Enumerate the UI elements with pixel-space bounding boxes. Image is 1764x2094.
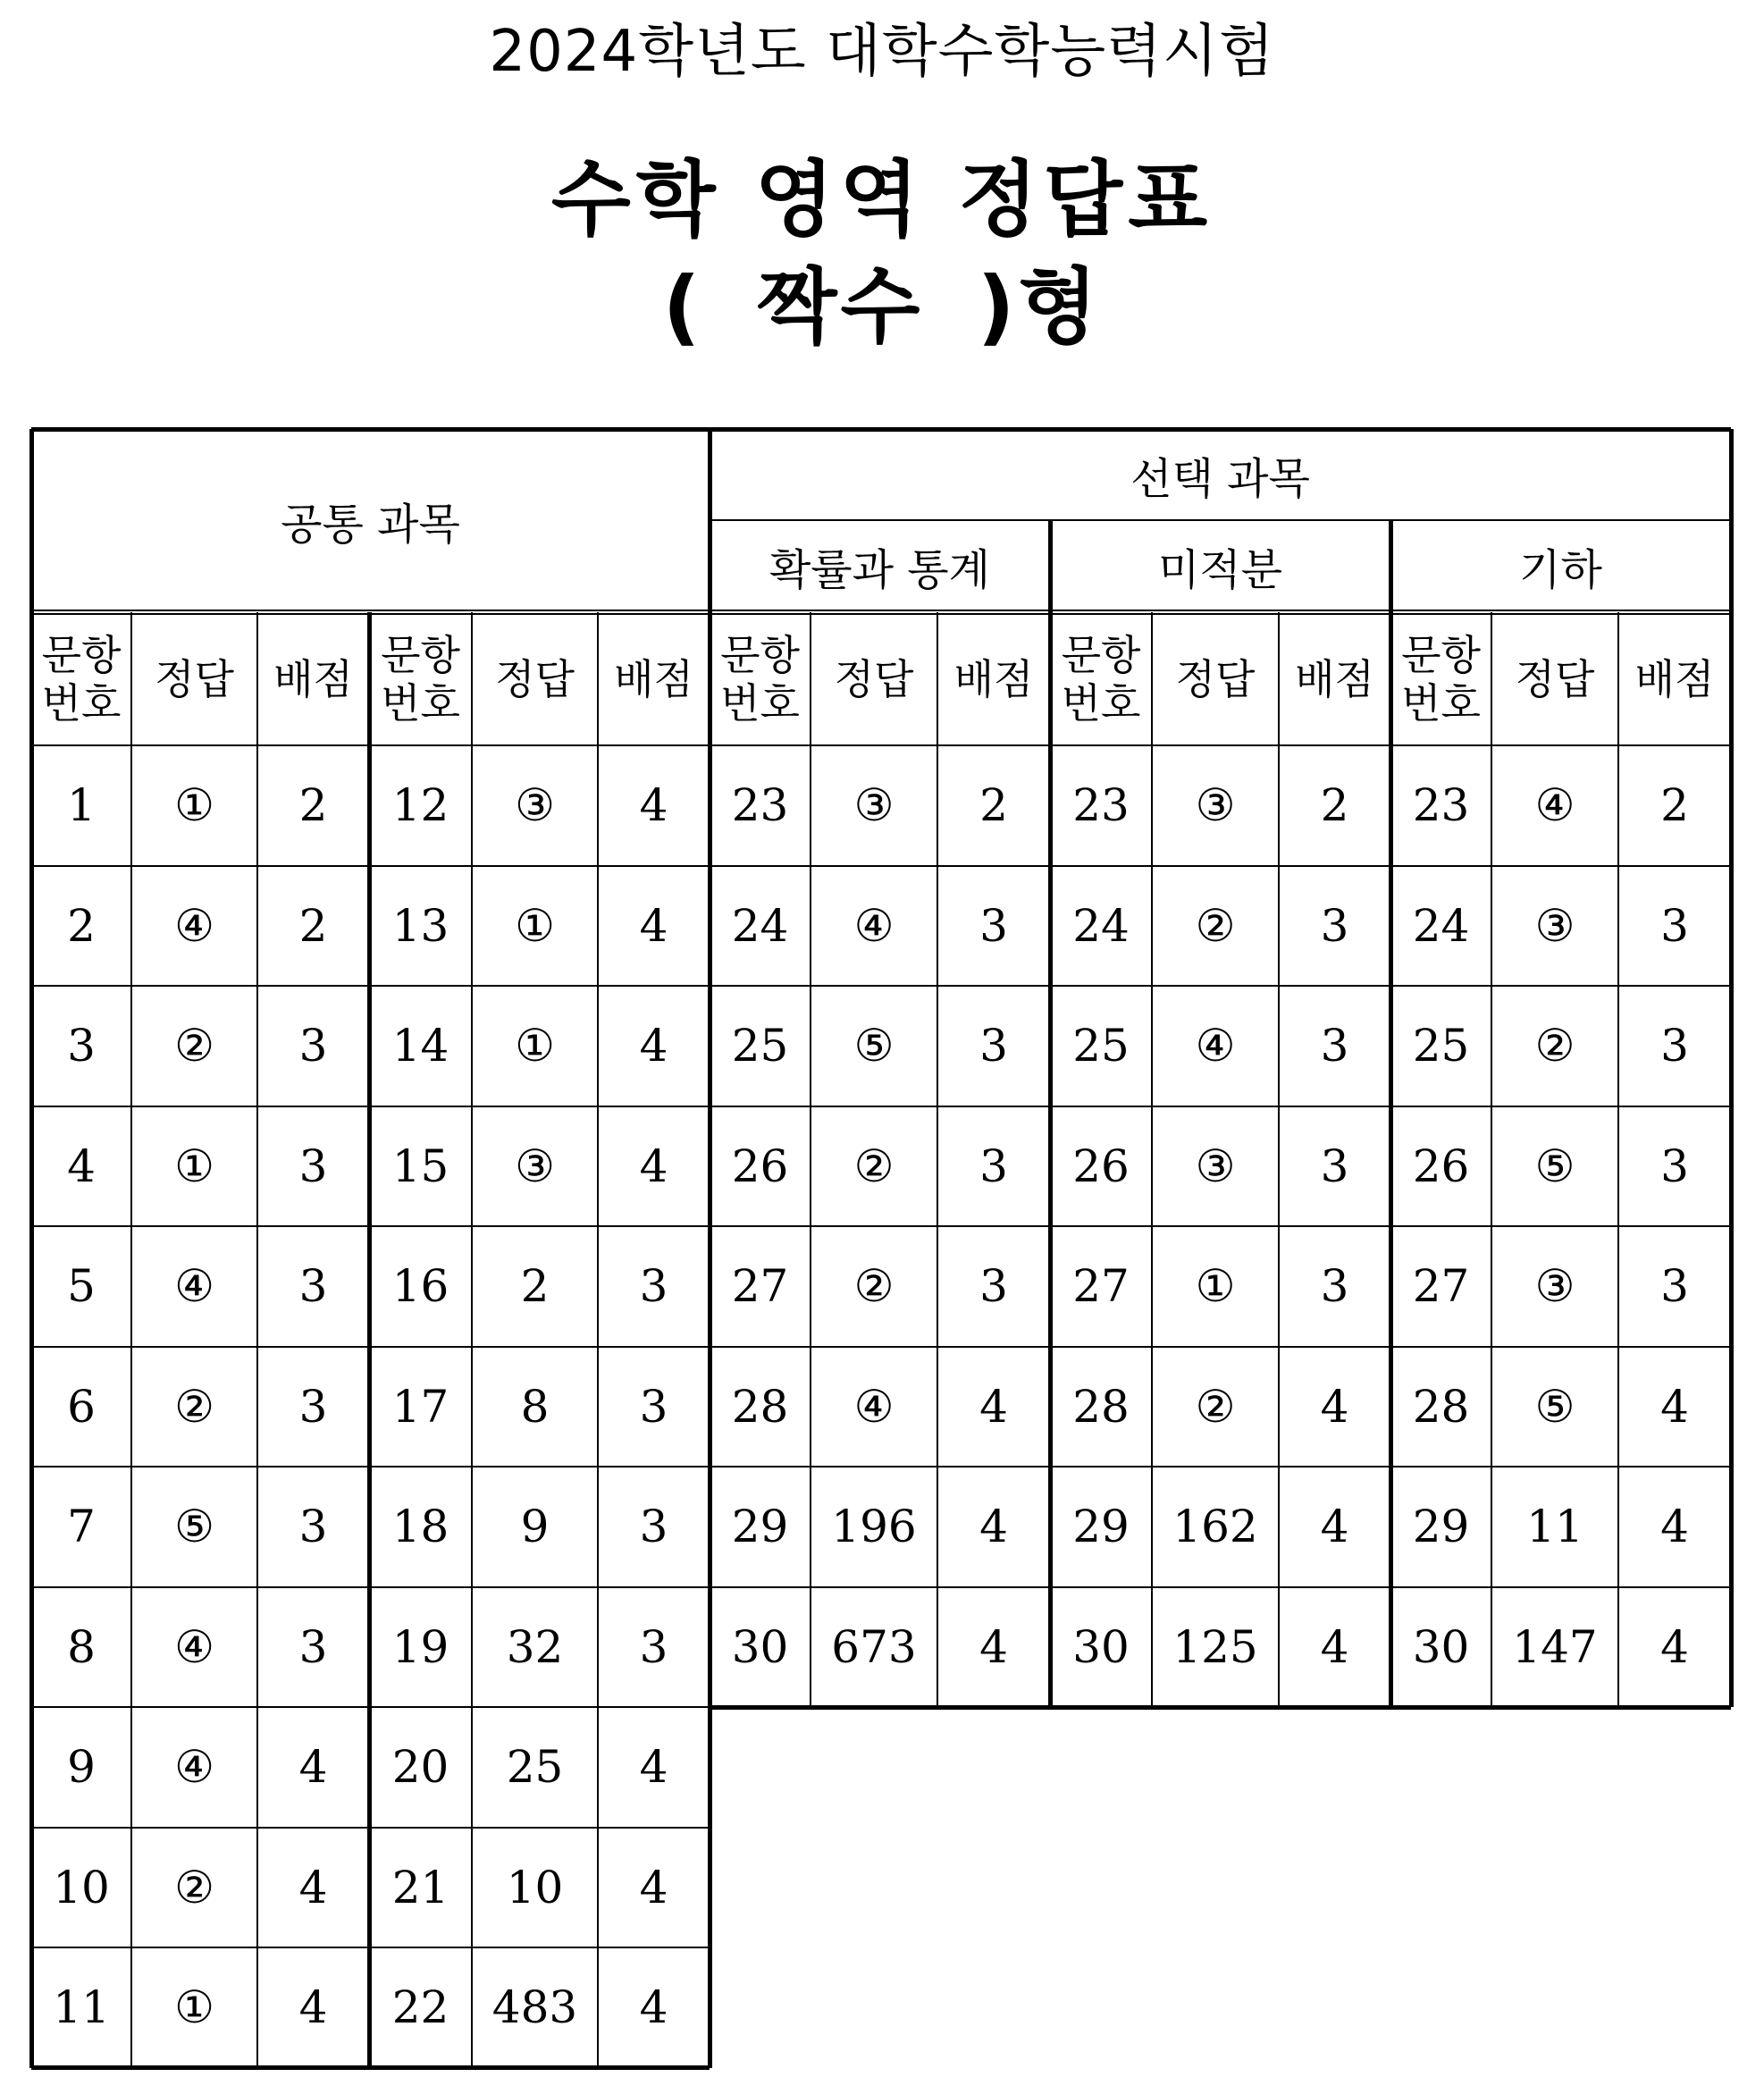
answer-cell: ③ bbox=[515, 779, 555, 832]
answer-cell: 23 bbox=[731, 779, 789, 832]
answer-cell: ② bbox=[174, 1380, 214, 1433]
answer-cell: 9 bbox=[67, 1741, 96, 1794]
answer-cell: ② bbox=[174, 1020, 214, 1072]
answer-cell: 9 bbox=[520, 1501, 550, 1553]
table-rule bbox=[710, 1705, 1731, 1710]
answer-cell: 11 bbox=[53, 1981, 110, 2034]
column-header: 배점 bbox=[273, 654, 353, 703]
answer-cell: 3 bbox=[979, 1020, 1008, 1072]
answer-cell: 30 bbox=[1072, 1620, 1130, 1673]
table-rule bbox=[31, 1586, 1731, 1588]
column-header: 정답 bbox=[155, 654, 234, 703]
answer-cell: 3 bbox=[1660, 1140, 1689, 1192]
answer-cell: 4 bbox=[1320, 1620, 1349, 1673]
table-rule bbox=[597, 612, 599, 2068]
column-header: 정답 bbox=[1515, 654, 1595, 703]
table-rule bbox=[1048, 520, 1053, 1707]
column-header: 정답 bbox=[495, 654, 575, 703]
answer-cell: ④ bbox=[853, 1380, 895, 1433]
answer-cell: ② bbox=[1195, 899, 1236, 952]
table-rule bbox=[471, 612, 473, 2068]
answer-cell: ④ bbox=[174, 1260, 214, 1313]
table-rule bbox=[29, 429, 34, 2068]
exam-title: 2024학년도 대학수학능력시험 bbox=[489, 19, 1275, 85]
answer-cell: ③ bbox=[1195, 779, 1236, 832]
answer-cell: 18 bbox=[391, 1501, 449, 1553]
answer-cell: 19 bbox=[391, 1620, 449, 1673]
table-rule bbox=[937, 612, 938, 1707]
answer-cell: 4 bbox=[298, 1981, 328, 2034]
answer-cell: 25 bbox=[506, 1741, 564, 1794]
answer-cell: 4 bbox=[1660, 1380, 1689, 1433]
answer-cell: 26 bbox=[1412, 1140, 1470, 1192]
column-header: 정답 bbox=[1175, 654, 1256, 703]
answer-cell: 3 bbox=[67, 1020, 96, 1072]
answer-cell: 25 bbox=[1072, 1020, 1130, 1072]
answer-cell: ④ bbox=[853, 899, 895, 952]
answer-cell: 28 bbox=[1412, 1380, 1470, 1433]
answer-cell: ④ bbox=[1534, 779, 1575, 832]
answer-cell: 3 bbox=[1320, 1260, 1349, 1313]
column-header: 문항 번호 bbox=[1061, 630, 1141, 727]
answer-cell: ④ bbox=[174, 1620, 214, 1673]
answer-cell: 14 bbox=[391, 1020, 449, 1072]
answer-cell: 10 bbox=[53, 1861, 110, 1913]
answer-cell: 2 bbox=[1320, 779, 1349, 832]
table-rule bbox=[1491, 612, 1492, 1707]
answer-cell: 2 bbox=[979, 779, 1008, 832]
answer-cell: 3 bbox=[1320, 899, 1349, 952]
table-rule bbox=[31, 427, 1731, 432]
answer-cell: 21 bbox=[391, 1861, 449, 1913]
answer-cell: 3 bbox=[298, 1260, 328, 1313]
answer-cell: ① bbox=[174, 1140, 214, 1192]
answer-cell: 3 bbox=[1320, 1140, 1349, 1192]
answer-cell: 4 bbox=[639, 779, 668, 832]
answer-cell: 3 bbox=[298, 1140, 328, 1192]
answer-cell: 4 bbox=[979, 1380, 1008, 1433]
table-rule bbox=[1617, 612, 1619, 1707]
table-rule bbox=[708, 429, 712, 2068]
table-rule bbox=[31, 1106, 1731, 1107]
answer-cell: 4 bbox=[67, 1140, 96, 1192]
column-header: 정답 bbox=[834, 654, 914, 703]
answer-cell: 3 bbox=[639, 1620, 668, 1673]
answer-cell: 4 bbox=[1320, 1501, 1349, 1553]
answer-cell: 3 bbox=[639, 1501, 668, 1553]
answer-cell: 25 bbox=[731, 1020, 789, 1072]
answer-cell: 147 bbox=[1512, 1620, 1598, 1673]
answer-cell: 2 bbox=[67, 899, 96, 952]
answer-cell: 4 bbox=[298, 1861, 328, 1913]
column-header: 배점 bbox=[1295, 654, 1374, 703]
table-rule bbox=[31, 744, 1731, 746]
answer-cell: 7 bbox=[67, 1501, 96, 1553]
answer-cell: 483 bbox=[491, 1981, 578, 2034]
table-rule bbox=[31, 1225, 1731, 1227]
answer-cell: 25 bbox=[1412, 1020, 1470, 1072]
answer-cell: ③ bbox=[1195, 1140, 1236, 1192]
subject-header-0: 확률과 통계 bbox=[769, 545, 991, 595]
answer-cell: 3 bbox=[298, 1380, 328, 1433]
answer-cell: 3 bbox=[979, 1140, 1008, 1192]
table-rule bbox=[256, 612, 258, 2068]
table-rule bbox=[31, 613, 1731, 615]
answer-cell: ⑤ bbox=[1534, 1140, 1575, 1192]
answer-cell: 4 bbox=[1320, 1380, 1349, 1433]
table-rule bbox=[31, 985, 1731, 987]
answer-cell: 26 bbox=[731, 1140, 789, 1192]
answer-cell: 1 bbox=[67, 779, 96, 832]
answer-cell: 4 bbox=[639, 1861, 668, 1913]
table-rule bbox=[130, 612, 132, 2068]
answer-cell: 10 bbox=[506, 1861, 564, 1913]
answer-cell: ③ bbox=[515, 1140, 555, 1192]
answer-cell: 3 bbox=[639, 1260, 668, 1313]
answer-cell: 27 bbox=[1412, 1260, 1470, 1313]
answer-cell: ① bbox=[1195, 1260, 1236, 1313]
answer-cell: 12 bbox=[391, 779, 449, 832]
type-name: 짝수 bbox=[757, 259, 924, 355]
table-rule bbox=[810, 612, 811, 1707]
table-rule bbox=[31, 610, 1731, 611]
answer-cell: 3 bbox=[979, 1260, 1008, 1313]
answer-cell: 22 bbox=[391, 1981, 449, 2034]
answer-cell: ② bbox=[174, 1861, 214, 1913]
answer-cell: 4 bbox=[639, 1020, 668, 1072]
answer-cell: ② bbox=[853, 1260, 895, 1313]
answer-cell: ① bbox=[515, 1020, 555, 1072]
column-header: 배점 bbox=[614, 654, 693, 703]
column-header: 배점 bbox=[1634, 654, 1715, 703]
type-open: ( bbox=[662, 259, 704, 355]
table-rule bbox=[31, 1346, 1731, 1348]
answer-cell: ② bbox=[853, 1140, 895, 1192]
table-rule bbox=[367, 612, 372, 2068]
answer-cell: 3 bbox=[1660, 899, 1689, 952]
answer-cell: 3 bbox=[979, 899, 1008, 952]
answer-cell: 32 bbox=[506, 1620, 564, 1673]
answer-cell: ④ bbox=[174, 899, 214, 952]
answer-cell: 11 bbox=[1526, 1501, 1583, 1553]
answer-cell: 125 bbox=[1172, 1620, 1258, 1673]
answer-cell: 27 bbox=[731, 1260, 789, 1313]
answer-cell: ② bbox=[1195, 1380, 1236, 1433]
answer-cell: ⑤ bbox=[174, 1501, 214, 1553]
answer-cell: 26 bbox=[1072, 1140, 1130, 1192]
column-header: 문항 번호 bbox=[41, 630, 122, 727]
answer-cell: 24 bbox=[1072, 899, 1130, 952]
answer-cell: 28 bbox=[1072, 1380, 1130, 1433]
table-rule bbox=[710, 519, 1731, 521]
answer-cell: 30 bbox=[731, 1620, 789, 1673]
answer-cell: 3 bbox=[1660, 1260, 1689, 1313]
answer-cell: ⑤ bbox=[1534, 1380, 1575, 1433]
table-rule bbox=[31, 1466, 1731, 1467]
table-rule bbox=[31, 865, 1731, 867]
answer-cell: 2 bbox=[520, 1260, 550, 1313]
answer-cell: 3 bbox=[298, 1020, 328, 1072]
answer-cell: ① bbox=[515, 899, 555, 952]
answer-cell: 8 bbox=[520, 1380, 550, 1433]
answer-cell: 24 bbox=[1412, 899, 1470, 952]
answer-cell: 28 bbox=[731, 1380, 789, 1433]
answer-cell: 24 bbox=[731, 899, 789, 952]
answer-cell: ① bbox=[174, 1981, 214, 2034]
document-title: 수학 영역 정답표 bbox=[550, 152, 1214, 248]
answer-cell: 13 bbox=[391, 899, 449, 952]
answer-cell: 3 bbox=[1320, 1020, 1349, 1072]
answer-cell: 4 bbox=[1660, 1501, 1689, 1553]
answer-cell: ③ bbox=[1534, 899, 1575, 952]
answer-cell: 16 bbox=[391, 1260, 449, 1313]
answer-cell: 27 bbox=[1072, 1260, 1130, 1313]
table-rule bbox=[1729, 429, 1734, 1707]
answer-cell: 8 bbox=[67, 1620, 96, 1673]
answer-cell: 4 bbox=[979, 1501, 1008, 1553]
answer-cell: 30 bbox=[1412, 1620, 1470, 1673]
answer-cell: 2 bbox=[1660, 779, 1689, 832]
answer-cell: ③ bbox=[853, 779, 895, 832]
table-rule bbox=[1389, 520, 1393, 1707]
answer-cell: 3 bbox=[1660, 1020, 1689, 1072]
subject-header-1: 미적분 bbox=[1157, 545, 1283, 595]
column-header: 문항 번호 bbox=[720, 630, 800, 727]
answer-cell: 20 bbox=[391, 1741, 449, 1794]
answer-cell: 4 bbox=[298, 1741, 328, 1794]
answer-cell: 3 bbox=[298, 1501, 328, 1553]
subject-header-2: 기하 bbox=[1519, 545, 1602, 595]
answer-cell: 3 bbox=[298, 1620, 328, 1673]
answer-cell: 3 bbox=[639, 1380, 668, 1433]
answer-cell: 4 bbox=[639, 1741, 668, 1794]
answer-cell: 15 bbox=[391, 1140, 449, 1192]
answer-cell: 4 bbox=[1660, 1620, 1689, 1673]
answer-cell: 196 bbox=[831, 1501, 917, 1553]
column-header: 배점 bbox=[953, 654, 1034, 703]
answer-cell: 162 bbox=[1172, 1501, 1258, 1553]
answer-cell: 4 bbox=[639, 1981, 668, 2034]
answer-cell: 4 bbox=[979, 1620, 1008, 1673]
answer-cell: ⑤ bbox=[853, 1020, 895, 1072]
type-close: )형 bbox=[977, 259, 1102, 355]
answer-cell: ① bbox=[174, 779, 214, 832]
answer-cell: 4 bbox=[639, 1140, 668, 1192]
elective-subjects-header: 선택 과목 bbox=[1130, 453, 1310, 504]
answer-cell: 6 bbox=[67, 1380, 96, 1433]
answer-cell: 29 bbox=[1412, 1501, 1470, 1553]
answer-cell: ③ bbox=[1534, 1260, 1575, 1313]
answer-cell: ② bbox=[1534, 1020, 1575, 1072]
answer-cell: 2 bbox=[298, 779, 328, 832]
answer-cell: 23 bbox=[1412, 779, 1470, 832]
answer-cell: ④ bbox=[1195, 1020, 1236, 1072]
answer-cell: 5 bbox=[67, 1260, 96, 1313]
answer-cell: 673 bbox=[831, 1620, 917, 1673]
column-header: 문항 번호 bbox=[1401, 630, 1481, 727]
common-subjects-header: 공통 과목 bbox=[281, 500, 460, 550]
table-rule bbox=[1278, 612, 1280, 1707]
answer-cell: 29 bbox=[1072, 1501, 1130, 1553]
answer-cell: 17 bbox=[391, 1380, 449, 1433]
column-header: 문항 번호 bbox=[381, 630, 460, 727]
answer-cell: 23 bbox=[1072, 779, 1130, 832]
answer-cell: 29 bbox=[731, 1501, 789, 1553]
table-rule bbox=[1151, 612, 1153, 1707]
answer-cell: 4 bbox=[639, 899, 668, 952]
answer-cell: 2 bbox=[298, 899, 328, 952]
answer-cell: ④ bbox=[174, 1741, 214, 1794]
